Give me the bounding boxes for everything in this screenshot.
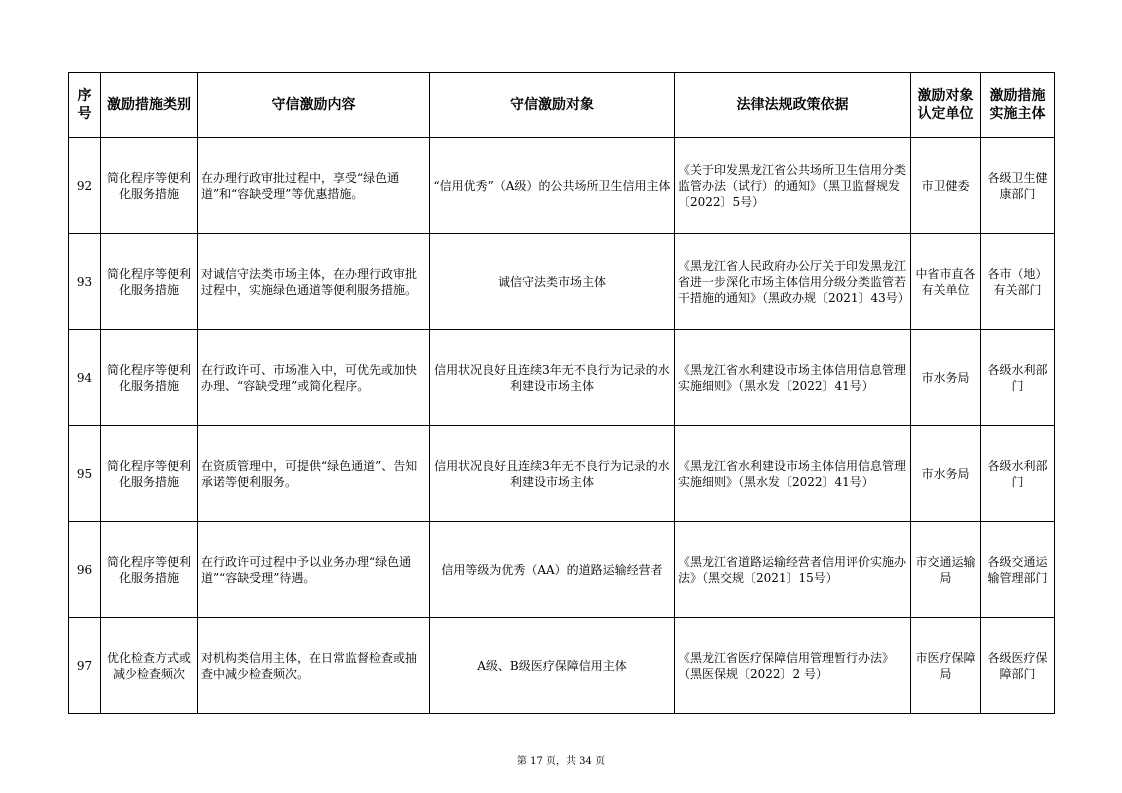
cell-no: 95 xyxy=(69,426,101,522)
cell-basis: 《黑龙江省水利建设市场主体信用信息管理实施细则》（黑水发〔2022〕41号） xyxy=(675,426,911,522)
policy-table xyxy=(68,72,1055,714)
cell-content: 在办理行政审批过程中，享受“绿色通道”和“容缺受理”等优惠措施。 xyxy=(198,138,430,234)
cell-impl: 各级水利部门 xyxy=(981,330,1055,426)
cell-no: 97 xyxy=(69,618,101,714)
cell-target: 信用状况良好且连续3年无不良行为记录的水利建设市场主体 xyxy=(430,426,675,522)
cell-impl: 各级交通运输管理部门 xyxy=(981,522,1055,618)
header-type: 激励措施类别 xyxy=(101,73,198,138)
cell-no: 92 xyxy=(69,138,101,234)
cell-content: 在行政许可过程中予以业务办理“绿色通道”“容缺受理”待遇。 xyxy=(198,522,430,618)
header-basis: 法律法规政策依据 xyxy=(675,73,911,138)
table-row xyxy=(69,618,1055,714)
cell-impl: 各级医疗保障部门 xyxy=(981,618,1055,714)
cell-unit: 市卫健委 xyxy=(911,138,981,234)
cell-target: 诚信守法类市场主体 xyxy=(430,234,675,330)
table-row xyxy=(69,138,1055,234)
header-unit: 激励对象认定单位 xyxy=(911,73,981,138)
cell-type: 简化程序等便利化服务措施 xyxy=(101,234,198,330)
cell-unit: 市交通运输局 xyxy=(911,522,981,618)
header-row xyxy=(69,73,1055,138)
cell-unit: 中省市直各有关单位 xyxy=(911,234,981,330)
cell-basis: 《黑龙江省医疗保障信用管理暂行办法》（黑医保规〔2022〕2 号） xyxy=(675,618,911,714)
cell-type: 简化程序等便利化服务措施 xyxy=(101,522,198,618)
table-row xyxy=(69,330,1055,426)
cell-target: 信用状况良好且连续3年无不良行为记录的水利建设市场主体 xyxy=(430,330,675,426)
cell-target: 信用等级为优秀（AA）的道路运输经营者 xyxy=(430,522,675,618)
cell-basis: 《黑龙江省道路运输经营者信用评价实施办法》（黑交规〔2021〕15号） xyxy=(675,522,911,618)
cell-type: 简化程序等便利化服务措施 xyxy=(101,426,198,522)
table-row xyxy=(69,426,1055,522)
cell-type: 简化程序等便利化服务措施 xyxy=(101,138,198,234)
cell-content: 在资质管理中，可提供“绿色通道”、告知承诺等便利服务。 xyxy=(198,426,430,522)
cell-type: 优化检查方式或减少检查频次 xyxy=(101,618,198,714)
header-no: 序号 xyxy=(69,73,101,138)
table-row xyxy=(69,234,1055,330)
cell-no: 94 xyxy=(69,330,101,426)
cell-unit: 市水务局 xyxy=(911,330,981,426)
cell-content: 对诚信守法类市场主体，在办理行政审批过程中，实施绿色通道等便利服务措施。 xyxy=(198,234,430,330)
cell-basis: 《黑龙江省水利建设市场主体信用信息管理实施细则》（黑水发〔2022〕41号） xyxy=(675,330,911,426)
cell-no: 96 xyxy=(69,522,101,618)
page-footer: 第 17 页，共 34 页 xyxy=(516,756,606,767)
cell-impl: 各级水利部门 xyxy=(981,426,1055,522)
cell-content: 对机构类信用主体，在日常监督检查或抽查中减少检查频次。 xyxy=(198,618,430,714)
cell-basis: 《关于印发黑龙江省公共场所卫生信用分类监管办法（试行）的通知》（黑卫监督规发〔2022〕5号） xyxy=(675,138,911,234)
cell-content: 在行政许可、市场准入中，可优先或加快办理、“容缺受理”或简化程序。 xyxy=(198,330,430,426)
table-row xyxy=(69,522,1055,618)
header-target: 守信激励对象 xyxy=(430,73,675,138)
header-content: 守信激励内容 xyxy=(198,73,430,138)
cell-unit: 市医疗保障局 xyxy=(911,618,981,714)
cell-target: “信用优秀”（A级）的公共场所卫生信用主体 xyxy=(430,138,675,234)
cell-impl: 各级卫生健康部门 xyxy=(981,138,1055,234)
cell-impl: 各市（地）有关部门 xyxy=(981,234,1055,330)
header-impl: 激励措施实施主体 xyxy=(981,73,1055,138)
cell-basis: 《黑龙江省人民政府办公厅关于印发黑龙江省进一步深化市场主体信用分级分类监管若干措施的通知》（黑政办规〔2021〕43号） xyxy=(675,234,911,330)
cell-target: A级、B级医疗保障信用主体 xyxy=(430,618,675,714)
cell-no: 93 xyxy=(69,234,101,330)
cell-unit: 市水务局 xyxy=(911,426,981,522)
cell-type: 简化程序等便利化服务措施 xyxy=(101,330,198,426)
